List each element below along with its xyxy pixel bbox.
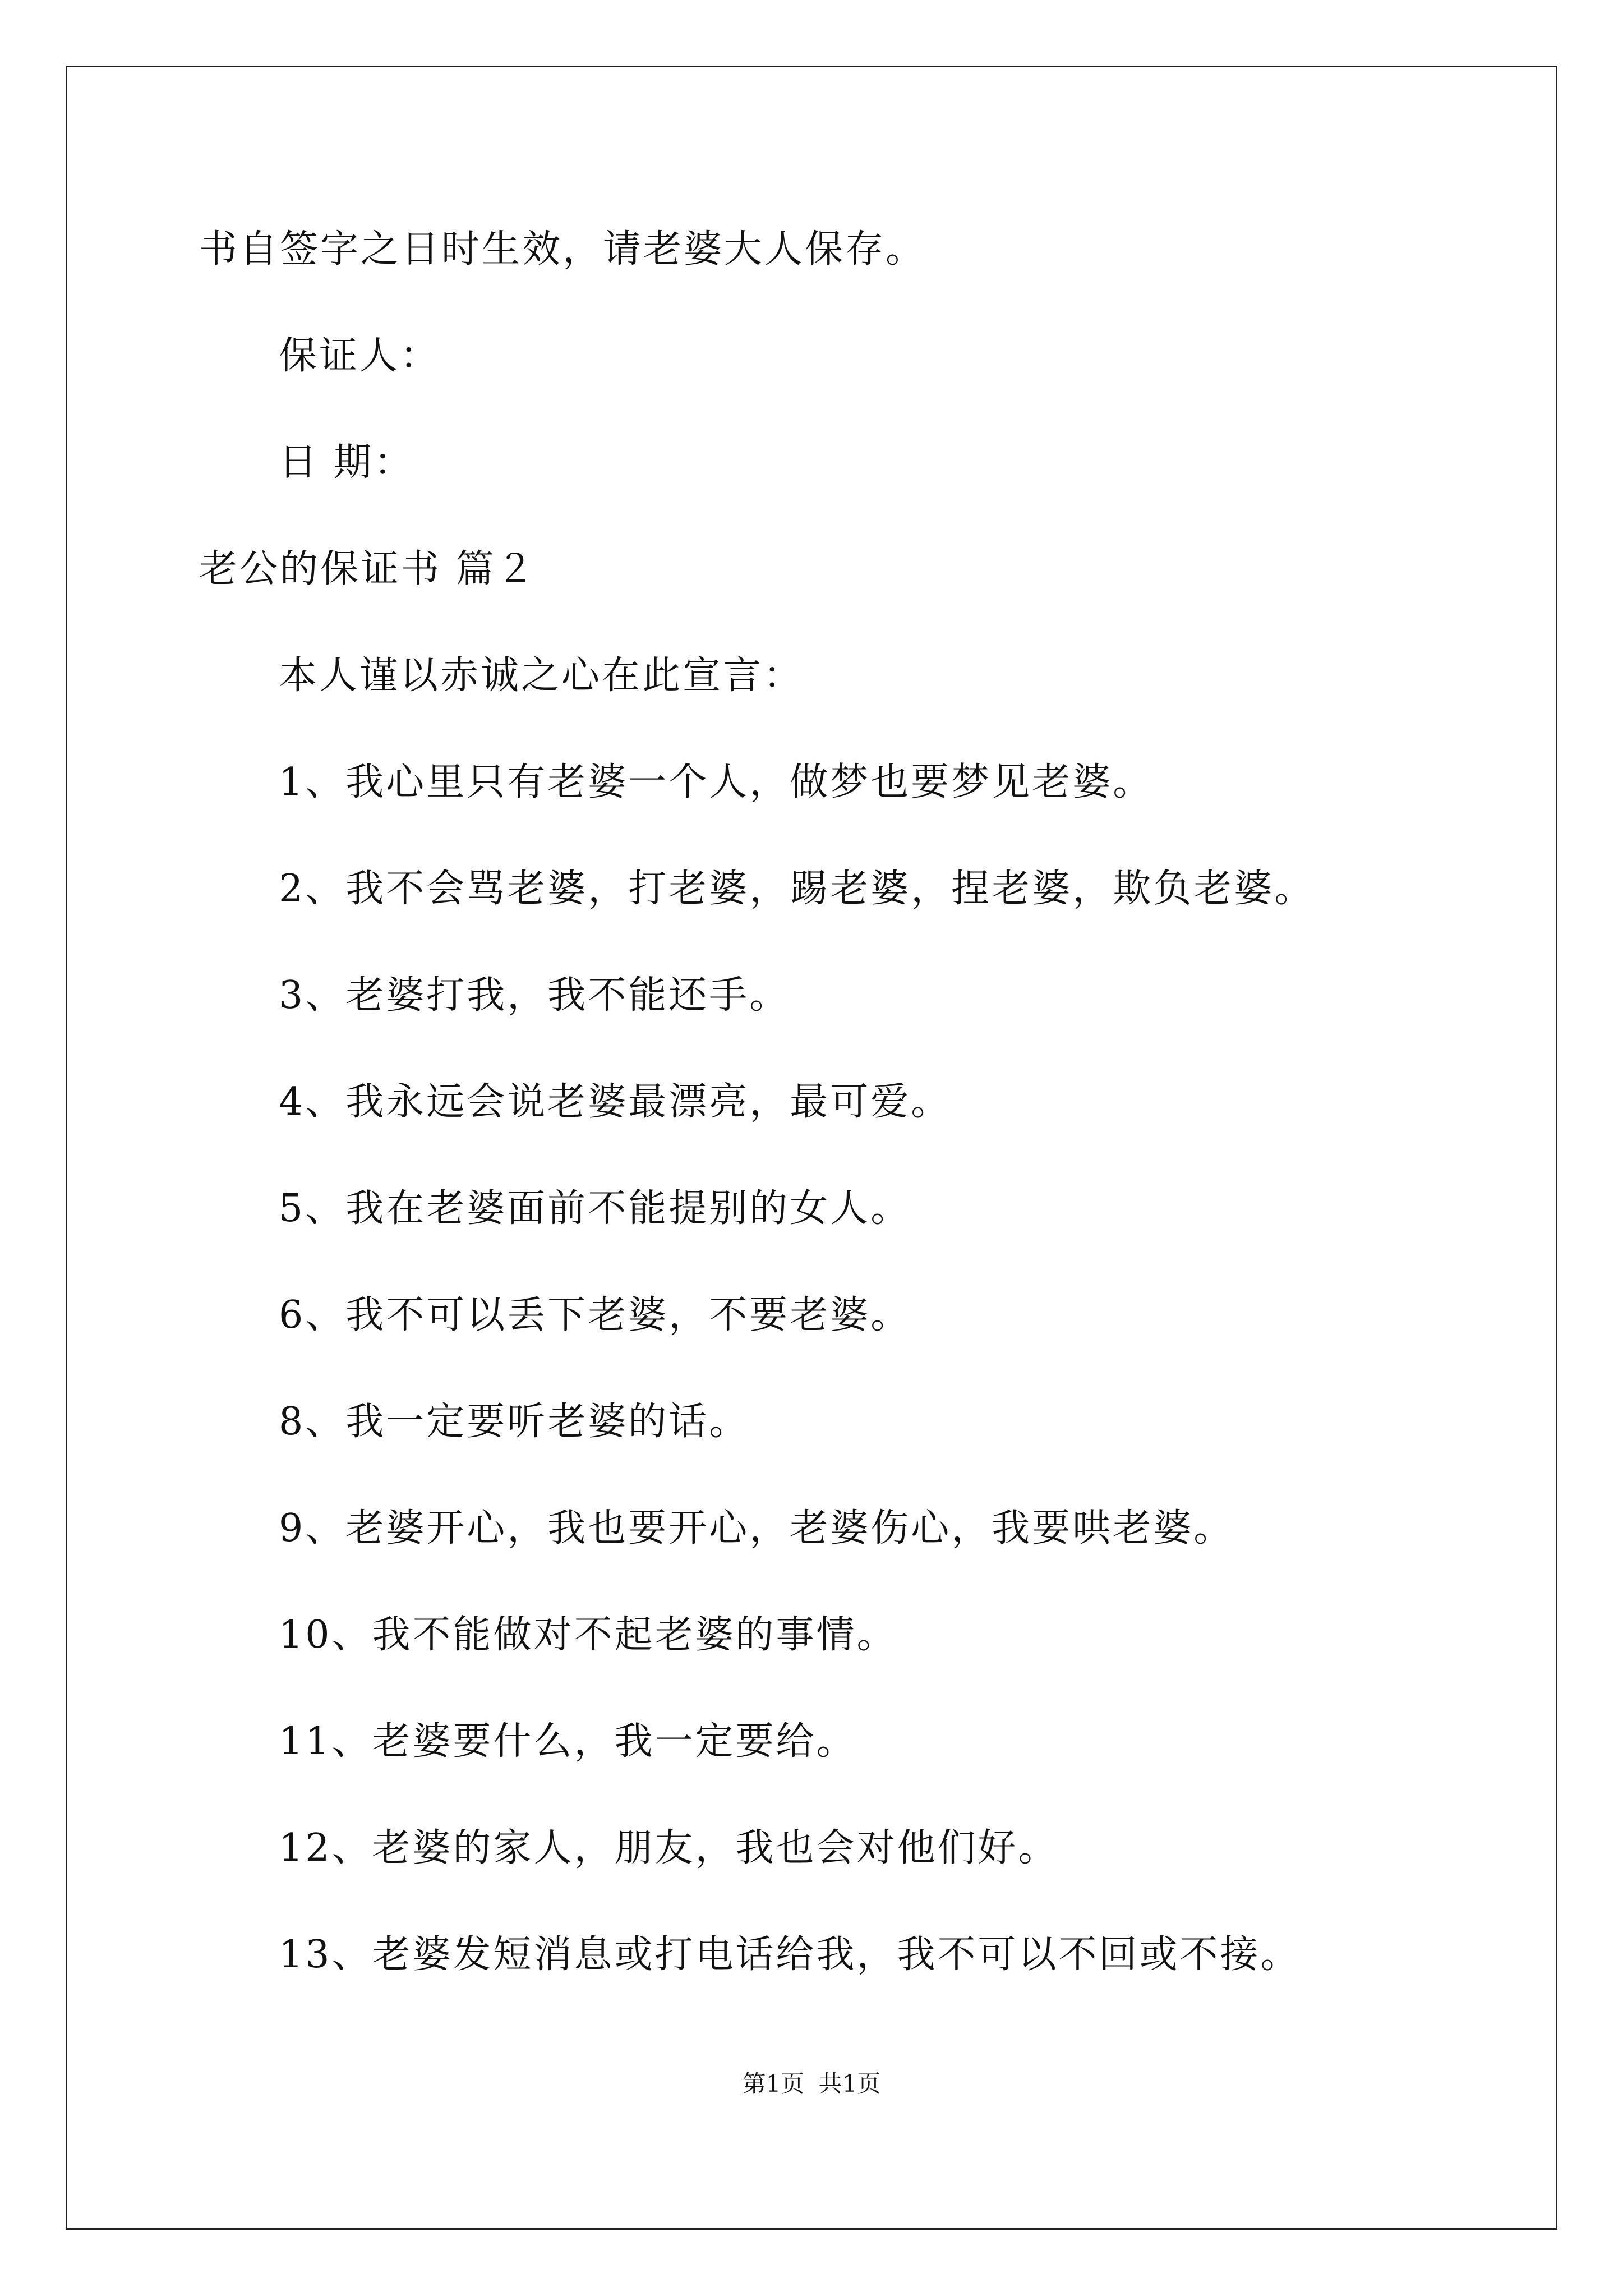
text-line-5: 本人谨以赤诚之心在此宣言： bbox=[279, 654, 804, 698]
list-item-9: 9、老婆开心，我也要开心，老婆伤心，我要哄老婆。 bbox=[279, 1506, 1234, 1550]
text-line-3: 日 期： bbox=[279, 440, 414, 485]
text-line-1: 书自签字之日时生效，请老婆大人保存。 bbox=[199, 227, 926, 272]
list-item-4: 4、我永远会说老婆最漂亮，最可爱。 bbox=[279, 1080, 952, 1124]
page-number: 第1页 bbox=[742, 2070, 805, 2097]
list-item-10: 10、我不能做对不起老婆的事情。 bbox=[279, 1613, 897, 1657]
list-item-11: 11、老婆要什么，我一定要给。 bbox=[279, 1719, 857, 1764]
page-footer bbox=[0, 2070, 1623, 2098]
list-item-6: 6、我不可以丢下老婆，不要老婆。 bbox=[279, 1293, 911, 1337]
page-border bbox=[66, 66, 1557, 2230]
list-item-12: 12、老婆的家人，朋友，我也会对他们好。 bbox=[279, 1826, 1059, 1870]
section-heading: 老公的保证书 篇２ bbox=[199, 547, 537, 591]
list-item-5: 5、我在老婆面前不能提别的女人。 bbox=[279, 1186, 911, 1231]
text-line-2: 保证人： bbox=[279, 334, 441, 378]
list-item-2: 2、我不会骂老婆，打老婆，踢老婆，捏老婆，欺负老婆。 bbox=[279, 867, 1315, 911]
list-item-1: 1、我心里只有老婆一个人，做梦也要梦见老婆。 bbox=[279, 760, 1154, 804]
list-item-8: 8、我一定要听老婆的话。 bbox=[279, 1400, 750, 1444]
list-item-13: 13、老婆发短消息或打电话给我，我不可以不回或不接。 bbox=[279, 1932, 1301, 1977]
list-item-3: 3、老婆打我，我不能还手。 bbox=[279, 973, 790, 1018]
page-total: 共1页 bbox=[818, 2070, 881, 2097]
